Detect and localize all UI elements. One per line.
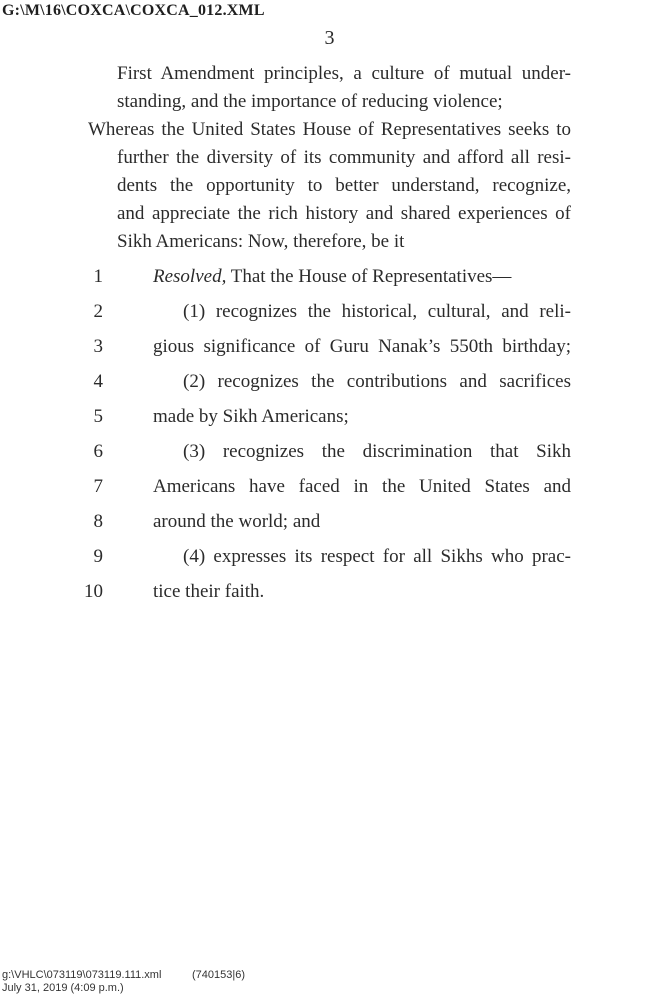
preamble-line: dents the opportunity to better understand, recognize, bbox=[117, 175, 571, 196]
line-text bbox=[153, 259, 571, 294]
line-number: 8 bbox=[93, 511, 103, 532]
bill-body bbox=[75, 259, 575, 609]
bill-line bbox=[75, 539, 575, 574]
line-number: 6 bbox=[93, 441, 103, 462]
line-number: 5 bbox=[93, 406, 103, 427]
preamble-line: further the diversity of its community and afford all resi- bbox=[117, 147, 571, 168]
line-text: (2) recognizes the contributions and sacrifices bbox=[183, 371, 571, 392]
preamble-line: and appreciate the rich history and shared experiences of bbox=[117, 203, 571, 224]
line-text: gious significance of Guru Nanak’s 550th birthday; bbox=[153, 336, 571, 357]
bill-line bbox=[75, 574, 575, 609]
bill-line bbox=[75, 504, 575, 539]
line-text: (1) recognizes the historical, cultural, and reli- bbox=[183, 301, 571, 322]
bill-line bbox=[75, 294, 575, 329]
bill-line bbox=[75, 259, 575, 294]
footer bbox=[2, 969, 642, 995]
bill-line bbox=[75, 469, 575, 504]
footer-doc-code: (740153|6) bbox=[192, 969, 246, 981]
preamble-line: standing, and the importance of reducing violence; bbox=[117, 91, 503, 112]
line-text: tice their faith. bbox=[153, 581, 265, 602]
page-number: 3 bbox=[324, 27, 335, 49]
footer-file-path: g:\VHLC\073119\073119.111.xml bbox=[2, 969, 162, 981]
bill-line bbox=[75, 399, 575, 434]
line-text: made by Sikh Americans; bbox=[153, 406, 349, 427]
bill-line bbox=[75, 329, 575, 364]
resolved-word: Resolved, bbox=[153, 266, 227, 287]
line-number: 1 bbox=[93, 266, 103, 287]
line-number: 3 bbox=[93, 336, 103, 357]
line-number: 10 bbox=[84, 581, 103, 602]
preamble-line: First Amendment principles, a culture of mutual under- bbox=[117, 63, 571, 84]
header-file-path: G:\M\16\COXCA\COXCA_012.XML bbox=[2, 2, 265, 19]
preamble bbox=[88, 60, 571, 256]
line-text: around the world; and bbox=[153, 511, 321, 532]
line-text: Americans have faced in the United States and bbox=[153, 476, 571, 497]
line-text: (3) recognizes the discrimination that Sikh bbox=[183, 441, 571, 462]
preamble-line: Sikh Americans: Now, therefore, be it bbox=[117, 231, 405, 252]
line-number: 7 bbox=[93, 476, 103, 497]
line-text-rest: That the House of Representatives— bbox=[226, 266, 512, 287]
footer-timestamp: July 31, 2019 (4:09 p.m.) bbox=[2, 982, 124, 994]
line-text: (4) expresses its respect for all Sikhs who prac- bbox=[183, 546, 571, 567]
preamble-line: Whereas the United States House of Representatives seeks to bbox=[88, 119, 571, 140]
line-number: 9 bbox=[93, 546, 103, 567]
footer-line-1 bbox=[2, 969, 642, 982]
line-number: 2 bbox=[93, 301, 103, 322]
line-number: 4 bbox=[93, 371, 103, 392]
bill-line bbox=[75, 364, 575, 399]
bill-line bbox=[75, 434, 575, 469]
